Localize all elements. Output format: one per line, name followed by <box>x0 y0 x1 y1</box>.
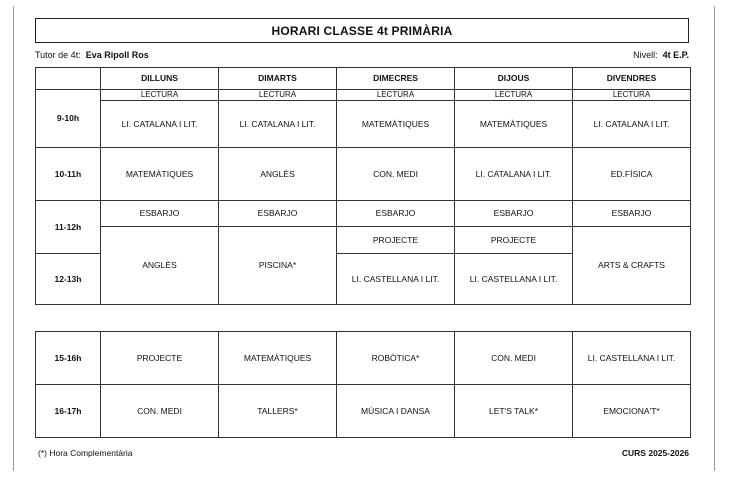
subject-cell: ED.FÍSICA <box>573 148 691 201</box>
morning-schedule-table <box>35 67 691 305</box>
schedule-title: HORARI CLASSE 4t PRIMÀRIA <box>35 18 689 43</box>
school-year: CURS 2025-2026 <box>621 448 689 458</box>
level-info <box>633 50 689 60</box>
schedule-row <box>36 227 691 254</box>
day-header: DIJOUS <box>455 68 573 90</box>
footnote: (*) Hora Complementària <box>38 448 133 458</box>
esbarjo-cell: ESBARJO <box>337 201 455 227</box>
day-header: DIMECRES <box>337 68 455 90</box>
subject-cell: PROJECTE <box>455 227 573 254</box>
tutor-info <box>35 50 149 60</box>
subject-cell: MATEMÀTIQUES <box>455 101 573 148</box>
schedule-row <box>36 101 691 148</box>
subject-cell: PISCINA* <box>219 227 337 305</box>
time-cell: 16-17h <box>36 385 101 438</box>
time-cell: 15-16h <box>36 332 101 385</box>
corner-cell <box>36 68 101 90</box>
tutor-label: Tutor de 4t: <box>35 50 81 60</box>
subject-cell: LET'S TALK* <box>455 385 573 438</box>
time-cell: 10-11h <box>36 148 101 201</box>
esbarjo-cell: ESBARJO <box>101 201 219 227</box>
lectura-cell: LECTURA <box>101 90 219 101</box>
subject-cell: ROBÒTICA* <box>337 332 455 385</box>
esbarjo-row <box>36 201 691 227</box>
day-header: DILLUNS <box>101 68 219 90</box>
subject-cell: LI. CASTELLANA I LIT. <box>337 254 455 305</box>
day-header: DIVENDRES <box>573 68 691 90</box>
subject-cell: MÚSICA I DANSA <box>337 385 455 438</box>
esbarjo-cell: ESBARJO <box>455 201 573 227</box>
page-border-left <box>13 6 14 471</box>
lectura-cell: LECTURA <box>455 90 573 101</box>
day-header: DIMARTS <box>219 68 337 90</box>
subject-cell: ARTS & CRAFTS <box>573 227 691 305</box>
info-row <box>35 47 689 63</box>
subject-cell: CON. MEDI <box>337 148 455 201</box>
footer <box>38 448 689 458</box>
subject-cell: MATEMÀTIQUES <box>219 332 337 385</box>
esbarjo-cell: ESBARJO <box>573 201 691 227</box>
subject-cell: LI. CATALANA I LIT. <box>101 101 219 148</box>
afternoon-schedule-table <box>35 331 691 438</box>
lectura-cell: LECTURA <box>573 90 691 101</box>
subject-cell: PROJECTE <box>101 332 219 385</box>
subject-cell: LI. CATALANA I LIT. <box>455 148 573 201</box>
lectura-row <box>36 90 691 101</box>
subject-cell: MATEMÀTIQUES <box>101 148 219 201</box>
subject-cell: EMOCIONA'T* <box>573 385 691 438</box>
esbarjo-cell: ESBARJO <box>219 201 337 227</box>
subject-cell: LI. CASTELLANA I LIT. <box>573 332 691 385</box>
subject-cell: ANGLÈS <box>219 148 337 201</box>
subject-cell: LI. CATALANA I LIT. <box>573 101 691 148</box>
subject-cell: TALLERS* <box>219 385 337 438</box>
schedule-row <box>36 385 691 438</box>
schedule-row <box>36 332 691 385</box>
subject-cell: ANGLÈS <box>101 227 219 305</box>
time-cell: 9-10h <box>36 90 101 148</box>
subject-cell: LI. CATALANA I LIT. <box>219 101 337 148</box>
lectura-cell: LECTURA <box>219 90 337 101</box>
header-row <box>36 68 691 90</box>
page-border-right <box>714 6 715 471</box>
level-value: 4t E.P. <box>662 50 689 60</box>
lectura-cell: LECTURA <box>337 90 455 101</box>
schedule-row <box>36 148 691 201</box>
subject-cell: CON. MEDI <box>455 332 573 385</box>
time-cell: 12-13h <box>36 254 101 305</box>
subject-cell: LI. CASTELLANA I LIT. <box>455 254 573 305</box>
level-label: Nivell: <box>633 50 658 60</box>
subject-cell: MATEMÀTIQUES <box>337 101 455 148</box>
time-cell: 11-12h <box>36 201 101 254</box>
subject-cell: PROJECTE <box>337 227 455 254</box>
subject-cell: CON. MEDI <box>101 385 219 438</box>
tutor-name: Eva Ripoll Ros <box>85 50 149 60</box>
